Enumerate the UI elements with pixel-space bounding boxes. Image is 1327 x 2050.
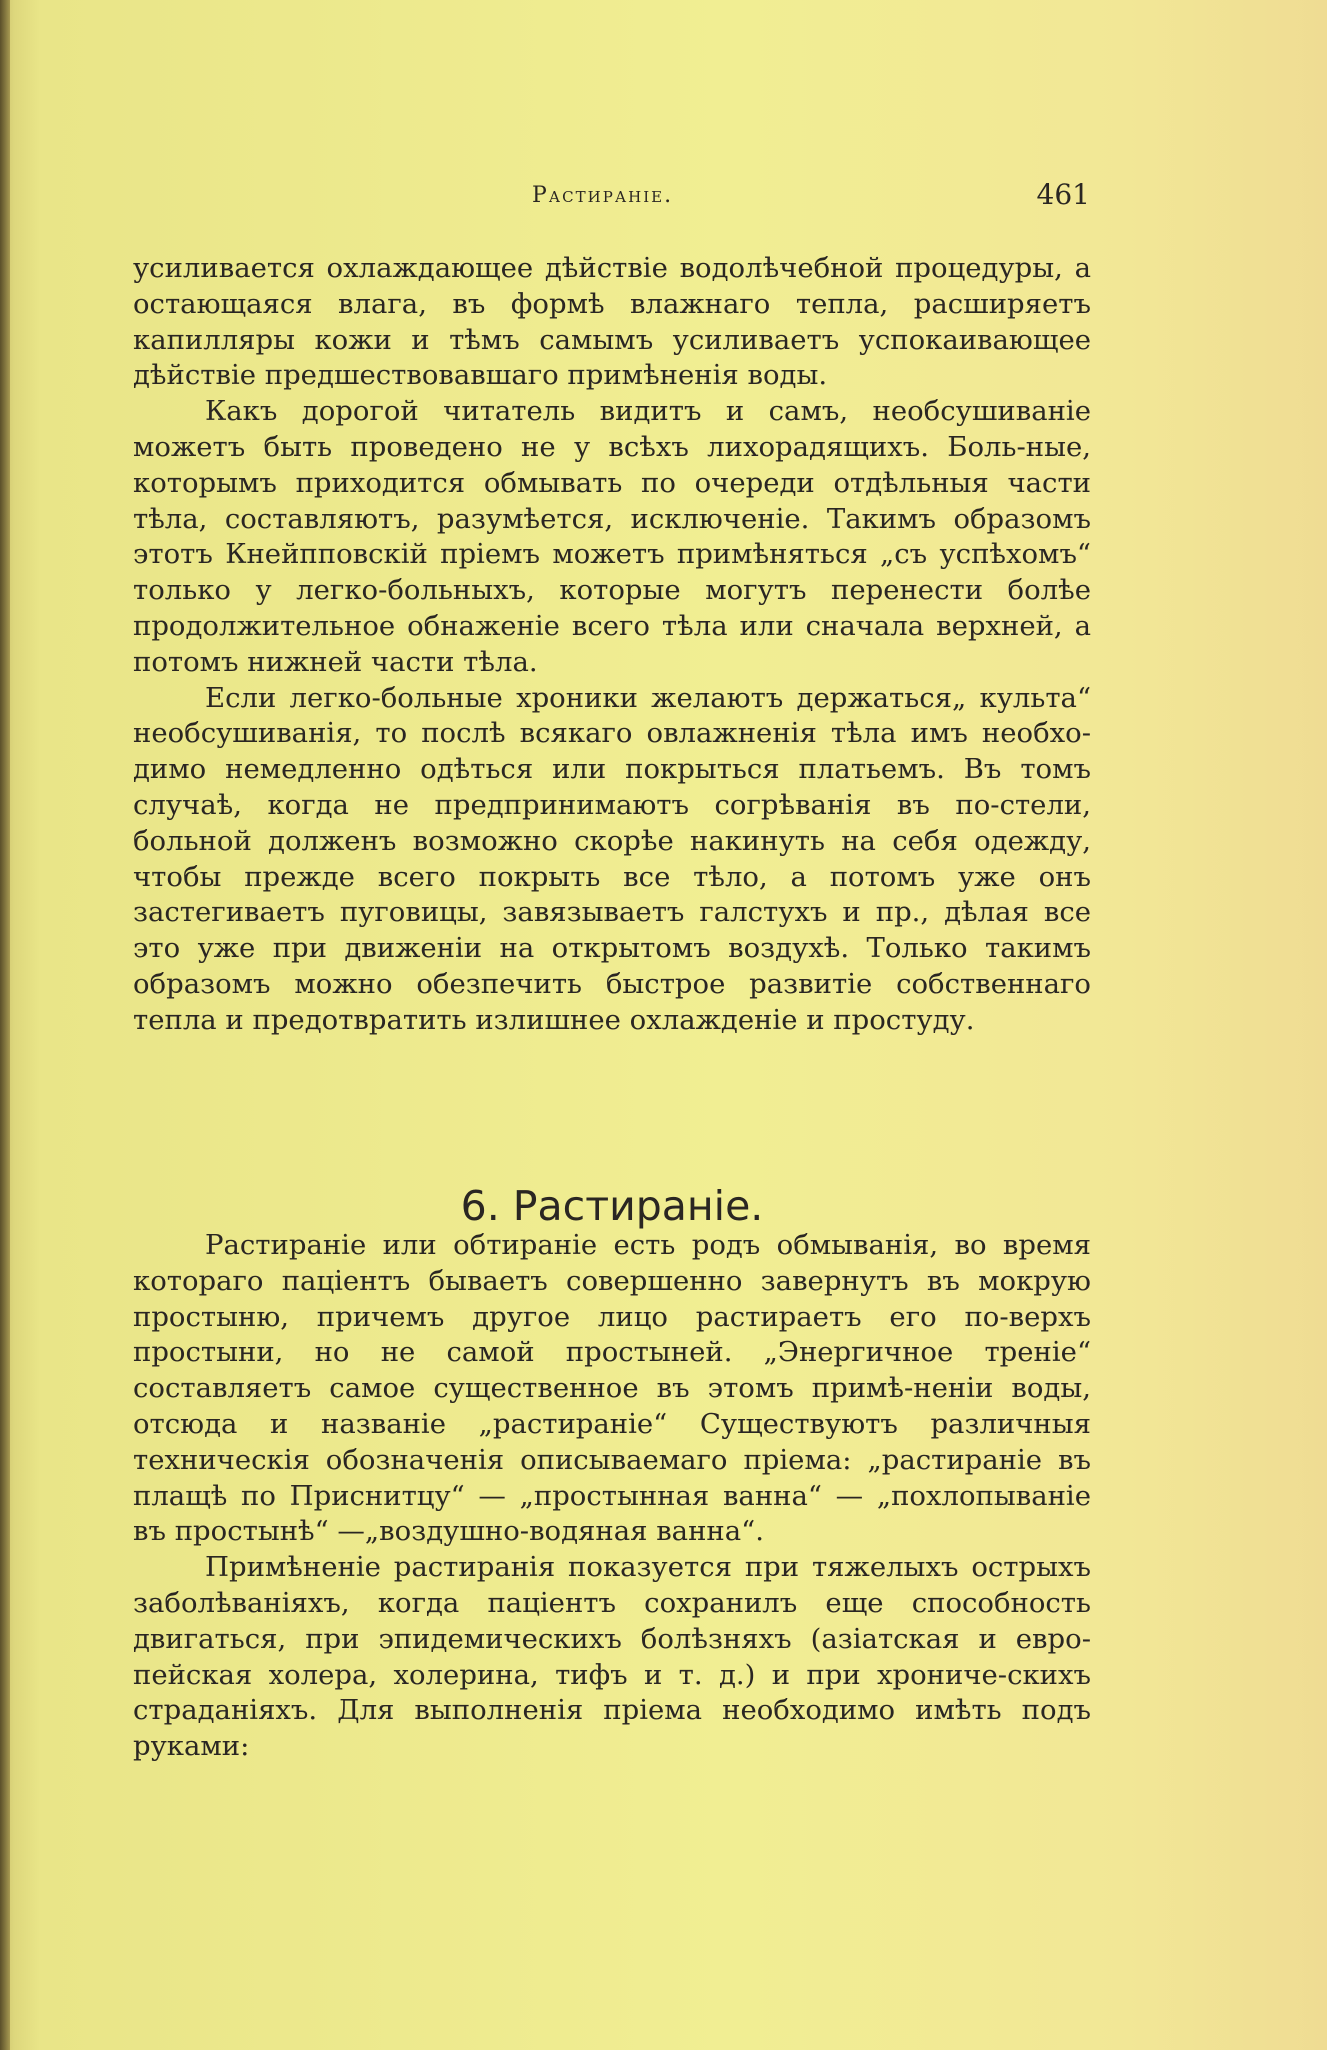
section-heading: 6. Растиранiе. <box>460 1182 764 1231</box>
page-header <box>130 178 1090 218</box>
paragraph: Какъ дорогой читатель видитъ и самъ, необсушиванiе можетъ быть проведено не у всѣхъ лихорадящихъ. Боль-ные, которымъ приходится обмывать по очереди отдѣльныя части тѣла, составляютъ, разумѣется, исключенiе. Такимъ образомъ этотъ Кнейпповскiй прiемъ можетъ примѣняться „съ успѣхомъ“ только у легко-больныхъ, которые могутъ перенести болѣе продолжительное обнаженiе всего тѣла или сначала верхней, а потомъ нижней части тѣла. <box>133 395 1091 678</box>
paragraph: Если легко-больные хроники желаютъ держаться„ культа“ необсушиванiя, то послѣ всякаго овлажненiя тѣла имъ необхо-димо немедленно одѣться или покрыться платьемъ. Въ томъ случаѣ, когда не предпринимаютъ согрѣванiя въ по-стели, больной долженъ возможно скорѣе накинуть на себя одежду, чтобы прежде всего покрыть все тѣло, а потомъ уже онъ застегиваетъ пуговицы, завязываетъ галстухъ и пр., дѣлая все это уже при движенiи на открытомъ воздухѣ. Только такимъ образомъ можно обезпечить быстрое развитiе собственнаго тепла и предотвратить излишнее охлажденiе и простуду. <box>133 681 1091 1036</box>
running-title: Растиранiе. <box>532 183 674 208</box>
paragraph: Растиранiе или обтиранiе есть родъ обмыванiя, во время котораго пацiентъ бываетъ совершенно завернутъ въ мокрую простыню, причемъ другое лицо растираетъ его по-верхъ простыни, но не самой простыней. „Энергичное тренiе“ составляетъ самое существенное въ этомъ примѣ-ненiи воды, отсюда и названiе „растиранiе“ Существуютъ различныя техническiя обозначенiя описываемаго прiема: „растиранiе въ плащѣ по Приснитцу“ — „простынная ванна“ — „похлопыванiе въ простынѣ“ —„воздушно-водяная ванна“. <box>133 1229 1091 1548</box>
body-text <box>133 251 1091 1039</box>
paragraph: Примѣненiе растиранiя показуется при тяжелыхъ острыхъ заболѣванiяхъ, когда пацiентъ сохранилъ еще способность двигаться, при эпидемическихъ болѣзняхъ (азiатская и евро-пейская холера, холерина, тифъ и т. д.) и при хрониче-скихъ страданiяхъ. Для выполненiя прiема необходимо имѣть подъ руками: <box>133 1551 1091 1763</box>
paragraph: усиливается охлаждающее дѣйствiе водолѣчебной процедуры, а остающаяся влага, въ формѣ влажнаго тепла, расширяетъ капилляры кожи и тѣмъ самымъ усиливаетъ успокаивающее дѣйствiе предшествовавшаго примѣненiя воды. <box>133 252 1091 392</box>
section-text <box>133 1228 1091 1765</box>
page-number: 461 <box>1036 178 1090 211</box>
binding-edge <box>0 0 10 2050</box>
